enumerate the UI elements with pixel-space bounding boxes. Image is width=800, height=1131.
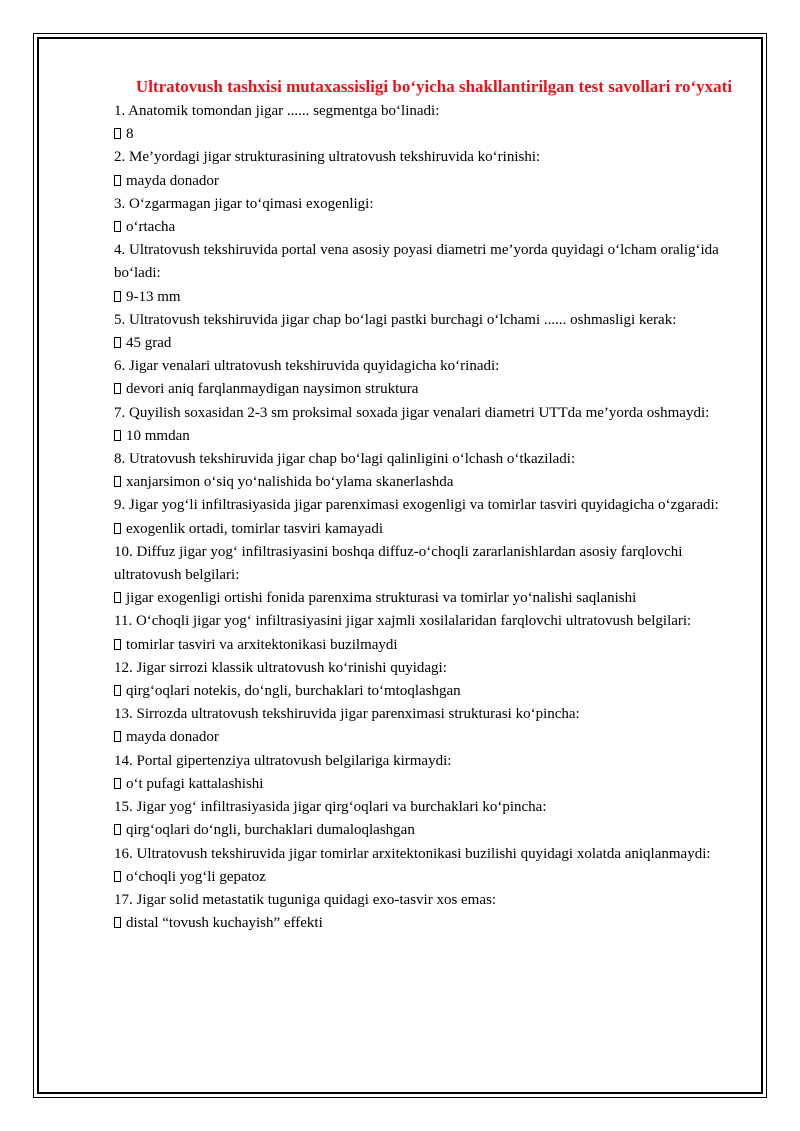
- answer-row: [114, 773, 744, 796]
- checkbox-icon: [114, 221, 121, 232]
- question-text: 5. Ultratovush tekshiruvida jigar chap bo‘lagi pastki burchagi o‘lchami ...... oshmasligi kerak:: [114, 311, 677, 328]
- answer-text: jigar exogenligi ortishi fonida parenxima strukturasi va tomirlar yo‘nalishi saqlanishi: [126, 590, 637, 607]
- answer-text: tomirlar tasviri va arxitektonikasi buzilmaydi: [126, 636, 398, 653]
- question-text: 13. Sirrozda ultratovush tekshiruvida jigar parenximasi strukturasi ko‘pincha:: [114, 706, 580, 723]
- answer-row: [114, 471, 744, 494]
- checkbox-icon: [114, 337, 121, 348]
- question-text: 6. Jigar venalari ultratovush tekshiruvida quyidagicha ko‘rinadi:: [114, 358, 500, 375]
- answer-text: 9-13 mm: [126, 288, 181, 305]
- answer-text: 8: [126, 126, 134, 143]
- answer-text: o‘choqli yog‘li gepatoz: [126, 868, 266, 885]
- answer-text: xanjarsimon o‘siq yo‘nalishida bo‘ylama skanerlashda: [126, 474, 454, 491]
- question-text: 1. Anatomik tomondan jigar ...... segmentga bo‘linadi:: [114, 103, 440, 119]
- question-list: [114, 100, 744, 935]
- question-text: 10. Diffuz jigar yog‘ infiltrasiyasini boshqa diffuz-o‘choqli zararlanishlardan asosiy farqlovchi ultratovush belgilari:: [114, 543, 683, 584]
- checkbox-icon: [114, 731, 121, 742]
- checkbox-icon: [114, 430, 121, 441]
- answer-text: o‘rtacha: [126, 219, 176, 236]
- page-title: Ultratovush tashxisi mutaxassisligi bo‘yicha shakllantirilgan test savollari ro‘yxati: [135, 77, 733, 96]
- answer-row: [114, 726, 744, 749]
- checkbox-icon: [114, 383, 121, 394]
- checkbox-icon: [114, 639, 121, 650]
- checkbox-icon: [114, 592, 121, 603]
- question-text: 11. O‘choqli jigar yog‘ infiltrasiyasini jigar xajmli xosilalaridan farqlovchi ultratovush belgilari:: [114, 613, 692, 630]
- answer-row: [114, 819, 744, 842]
- question-text: 2. Me’yordagi jigar strukturasining ultratovush tekshiruvida ko‘rinishi:: [114, 149, 541, 166]
- answer-text: distal “tovush kuchayish” effekti: [126, 915, 323, 932]
- document-content: [114, 76, 744, 935]
- question-text: 14. Portal gipertenziya ultratovush belgilariga kirmaydi:: [114, 752, 452, 769]
- answer-text: qirg‘oqlari notekis, do‘ngli, burchaklari to‘mtoqlashgan: [126, 683, 461, 700]
- checkbox-icon: [114, 523, 121, 534]
- answer-text: exogenlik ortadi, tomirlar tasviri kamayadi: [126, 520, 384, 537]
- checkbox-icon: [114, 778, 121, 789]
- answer-row: [114, 216, 744, 239]
- checkbox-icon: [114, 871, 121, 882]
- answer-row: [114, 378, 744, 401]
- answer-row: [114, 425, 744, 448]
- answer-row: [114, 680, 744, 703]
- checkbox-icon: [114, 685, 121, 696]
- question-text: 12. Jigar sirrozi klassik ultratovush ko‘rinishi quyidagi:: [114, 659, 447, 676]
- checkbox-icon: [114, 291, 121, 302]
- answer-row: [114, 866, 744, 889]
- answer-row: [114, 123, 744, 146]
- answer-row: [114, 587, 744, 610]
- answer-text: devori aniq farqlanmaydigan naysimon struktura: [126, 381, 419, 398]
- answer-row: [114, 518, 744, 541]
- checkbox-icon: [114, 917, 121, 928]
- question-text: 4. Ultratovush tekshiruvida portal vena asosiy poyasi diametri me’yorda quyidagi o‘lcham oralig‘ida bo‘ladi:: [114, 242, 719, 282]
- answer-row: [114, 912, 744, 935]
- answer-row: [114, 332, 744, 355]
- checkbox-icon: [114, 824, 121, 835]
- answer-text: 10 mmdan: [126, 427, 190, 444]
- answer-row: [114, 634, 744, 657]
- question-text: 15. Jigar yog‘ infiltrasiyasida jigar qirg‘oqlari va burchaklari ko‘pincha:: [114, 799, 547, 816]
- checkbox-icon: [114, 175, 121, 186]
- question-text: 8. Utratovush tekshiruvida jigar chap bo‘lagi qalinligini o‘lchash o‘tkaziladi:: [114, 451, 576, 468]
- checkbox-icon: [114, 128, 121, 139]
- question-text: 9. Jigar yog‘li infiltrasiyasida jigar parenximasi exogenligi va tomirlar tasviri quyidagicha o‘zgaradi:: [114, 497, 719, 514]
- question-text: 7. Quyilish soxasidan 2-3 sm proksimal soxada jigar venalari diametri UTTda me’yorda oshmaydi:: [114, 404, 710, 421]
- answer-text: mayda donador: [126, 172, 219, 189]
- question-text: 16. Ultratovush tekshiruvida jigar tomirlar arxitektonikasi buzilishi quyidagi xolatda aniqlanmaydi:: [114, 845, 711, 862]
- question-text: 17. Jigar solid metastatik tuguniga quidagi exo-tasvir xos emas:: [114, 891, 497, 908]
- answer-text: o‘t pufagi kattalashishi: [126, 775, 264, 792]
- answer-text: mayda donador: [126, 729, 219, 746]
- question-text: 3. O‘zgarmagan jigar to‘qimasi exogenligi:: [114, 195, 374, 212]
- answer-row: [114, 286, 744, 309]
- answer-row: [114, 170, 744, 193]
- answer-text: 45 grad: [126, 335, 172, 352]
- answer-text: qirg‘oqlari do‘ngli, burchaklari dumaloqlashgan: [126, 822, 415, 839]
- checkbox-icon: [114, 476, 121, 487]
